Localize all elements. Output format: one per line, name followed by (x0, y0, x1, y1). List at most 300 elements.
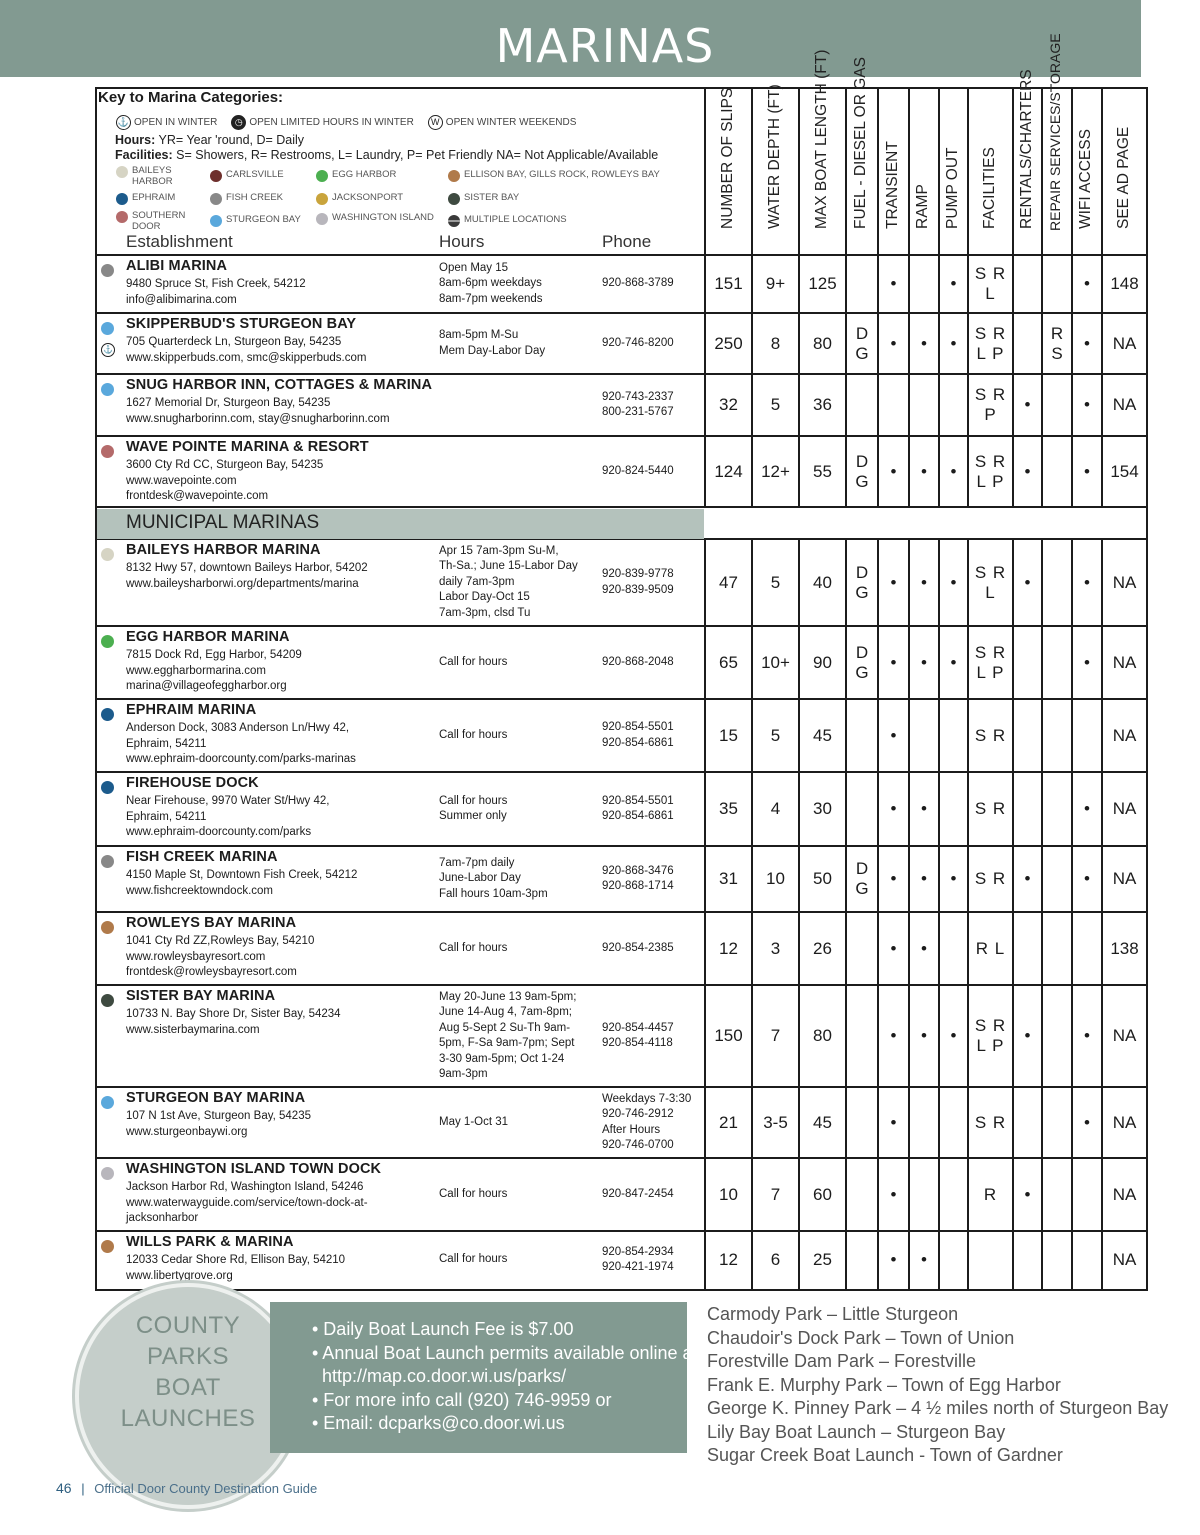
hours-line: daily 7am-3pm (439, 575, 515, 588)
table-cell (910, 772, 938, 846)
marina-name: EPHRAIM MARINA (126, 702, 257, 718)
cell-value: • (1024, 461, 1031, 481)
column-header (908, 89, 938, 255)
cell-value: 30 (813, 799, 832, 818)
table-cell (1103, 1087, 1146, 1158)
cell-value: NA (1112, 652, 1137, 672)
table-cell (969, 1087, 1012, 1158)
marina-name: WASHINGTON ISLAND TOWN DOCK (126, 1161, 382, 1177)
marina-phone (602, 720, 707, 751)
cell-value: • (1024, 869, 1031, 888)
table-cell (1103, 539, 1146, 626)
column-header-label: REPAIR SERVICES/STORAGE (1047, 33, 1063, 231)
marina-address (126, 648, 436, 695)
table-row (97, 626, 1146, 699)
marina-name: SNUG HARBOR INN, COTTAGES & MARINA (126, 377, 433, 393)
cell-value: D (855, 451, 869, 471)
phone-line: 920-868-1714 (602, 880, 674, 892)
table-row (97, 255, 1146, 313)
address-line: 3600 Cty Rd CC, Sturgeon Bay, 54235 (126, 459, 324, 471)
marina-phone (602, 1092, 707, 1154)
phone-line: 920-847-2454 (602, 1187, 674, 1200)
cell-value: • (890, 274, 897, 293)
marina-address (126, 868, 436, 899)
location-label: JACKSONPORT (332, 192, 404, 203)
hours-line: Apr 15 7am-3pm Su-M, (439, 544, 559, 557)
cell-value: S R (974, 725, 1007, 745)
table-cell (879, 313, 908, 374)
cell-value: 151 (714, 274, 743, 293)
boat-launch-info-item: • Email: dcparks@co.door.wi.us (312, 1413, 565, 1433)
cell-value: L (985, 284, 996, 303)
table-row (97, 436, 1146, 507)
table-cell (969, 626, 1012, 699)
address-line: 4150 Maple St, Downtown Fish Creek, 54212 (126, 869, 358, 881)
table-row (97, 912, 1146, 985)
table-cell (1073, 1087, 1101, 1158)
column-header (938, 89, 967, 255)
hours-line: Call for hours (439, 941, 508, 954)
table-cell (847, 313, 877, 374)
location-color-dot (101, 322, 114, 335)
marina-name: WILLS PARK & MARINA (126, 1234, 294, 1250)
cell-value: 12 (719, 1250, 738, 1269)
marina-phone (602, 655, 707, 671)
table-cell (879, 912, 908, 985)
cell-value: L P (976, 343, 1005, 363)
cell-value: NA (1112, 1250, 1137, 1269)
column-header (1101, 89, 1146, 255)
table-cell (1014, 436, 1041, 507)
cell-value: S R (974, 562, 1007, 582)
hours-legend: Hours: YR= Year 'round, D= Daily (115, 133, 305, 147)
hours-line: Aug 5-Sept 2 Su-Th 9am- (439, 1021, 571, 1034)
location-label: SOUTHERN DOOR (132, 210, 186, 232)
table-cell (753, 539, 798, 626)
table-cell (1043, 699, 1071, 772)
cell-value: 6 (770, 1250, 781, 1269)
table-cell (1103, 985, 1146, 1087)
address-line: 12033 Cedar Shore Rd, Ellison Bay, 54210 (126, 1254, 346, 1266)
table-cell (910, 374, 938, 436)
table-cell (847, 699, 877, 772)
hours-line: June-Labor Day (439, 872, 521, 885)
boat-launch-park: Sugar Creek Boat Launch - Town of Gardner (707, 1445, 1063, 1465)
boat-launch-park: George K. Pinney Park – 4 ½ miles north of Sturgeon Bay (707, 1398, 1169, 1418)
marina-phone (602, 567, 707, 598)
marina-name: FISH CREEK MARINA (126, 849, 278, 865)
cell-value: • (1084, 1026, 1090, 1045)
table-cell (1014, 846, 1041, 912)
table-cell (910, 626, 938, 699)
marina-phone (602, 864, 707, 895)
table-cell (940, 374, 967, 436)
location-legend-item (210, 214, 301, 227)
phone-line: 920-743-2337 (602, 390, 674, 403)
table-cell (969, 255, 1012, 313)
location-color-dot (116, 211, 128, 223)
cell-value: L (985, 582, 996, 602)
table-cell (910, 846, 938, 912)
phone-line: 920-854-5501 (602, 721, 674, 733)
table-cell (940, 626, 967, 699)
marina-phone (602, 1021, 707, 1052)
cell-value: D (855, 859, 869, 878)
table-cell (753, 255, 798, 313)
cell-value: • (890, 652, 897, 672)
table-cell (800, 985, 845, 1087)
location-color-dot (448, 193, 460, 205)
marina-name: ROWLEYS BAY MARINA (126, 915, 297, 931)
table-cell (1073, 626, 1101, 699)
boat-launch-info-item: • Annual Boat Launch permits available online at: (312, 1342, 703, 1363)
hours-line: Call for hours (439, 794, 508, 807)
table-cell (940, 846, 967, 912)
address-line: Near Firehouse, 9970 Water St/Hwy 42, (126, 795, 330, 807)
column-header (967, 89, 1012, 255)
address-line: 10733 N. Bay Shore Dr, Sister Bay, 54234 (126, 1008, 341, 1020)
cell-value: 125 (808, 274, 837, 293)
table-cell (800, 1158, 845, 1231)
table-cell (847, 1087, 877, 1158)
hours-line: 5pm, F-Sa 9am-7pm; Sept (439, 1037, 575, 1049)
column-header (704, 89, 751, 255)
table-cell (847, 255, 877, 313)
phone-line: 920-746-0700 (602, 1139, 674, 1151)
location-label: WASHINGTON ISLAND (332, 212, 434, 223)
cell-value: R (1050, 323, 1064, 343)
column-header-label: MAX BOAT LENGTH (FT) (812, 49, 830, 229)
column-header-label: TRANSIENT (883, 141, 901, 229)
cell-value: 90 (813, 652, 832, 672)
table-cell (879, 772, 908, 846)
column-header-label: WIFI ACCESS (1077, 129, 1094, 229)
hours-line: 9am-3pm (439, 1068, 488, 1080)
table-cell (1103, 912, 1146, 985)
table-cell (753, 1087, 798, 1158)
column-header (877, 89, 908, 255)
hours-line: 7am-3pm, clsd Tu (439, 606, 531, 619)
marina-hours (439, 794, 599, 825)
table-cell (800, 772, 845, 846)
table-cell (1073, 1231, 1101, 1289)
cell-value: 21 (719, 1112, 738, 1132)
location-color-dot (101, 1096, 114, 1109)
cell-value: 124 (714, 461, 743, 481)
location-legend-item (116, 210, 192, 232)
table-cell (800, 374, 845, 436)
hours-line: Fall hours 10am-3pm (439, 887, 548, 900)
location-legend-item (316, 212, 434, 225)
table-cell (1014, 626, 1041, 699)
cell-value: • (1084, 274, 1090, 293)
table-cell (1043, 255, 1071, 313)
table-cell (1014, 255, 1041, 313)
cell-value: NA (1112, 1026, 1137, 1045)
table-row (97, 1087, 1146, 1158)
location-color-dot (101, 1167, 114, 1180)
cell-value: 250 (714, 333, 743, 353)
table-cell (753, 626, 798, 699)
table-cell (847, 985, 877, 1087)
table-cell (969, 313, 1012, 374)
marina-phone (602, 464, 707, 480)
cell-value: • (1084, 652, 1090, 672)
cell-value: • (890, 799, 897, 818)
cell-value: 150 (714, 1026, 743, 1045)
hours-line: Open May 15 (439, 261, 509, 274)
cell-value: • (1024, 1026, 1031, 1045)
table-row (97, 1231, 1146, 1289)
winter-status-label: OPEN WINTER WEEKENDS (445, 117, 577, 128)
table-cell (879, 1087, 908, 1158)
table-cell (753, 699, 798, 772)
address-line: Anderson Dock, 3083 Anderson Ln/Hwy 42, (126, 722, 350, 734)
county-parks-title (75, 1310, 301, 1434)
cell-value: NA (1112, 869, 1137, 888)
phone-line: 920-746-8200 (602, 336, 674, 349)
municipal-section-header: MUNICIPAL MARINAS (97, 509, 704, 539)
table-cell (1073, 985, 1101, 1087)
table-cell (910, 313, 938, 374)
marina-phone (602, 390, 707, 421)
table-cell (1043, 1158, 1071, 1231)
marina-address (126, 721, 436, 768)
address-line: 705 Quarterdeck Ln, Sturgeon Bay, 54235 (126, 336, 342, 348)
table-cell (969, 772, 1012, 846)
table-cell (753, 436, 798, 507)
cell-value: • (950, 572, 957, 592)
cell-value: S R (974, 264, 1007, 283)
cell-value: 26 (813, 938, 832, 958)
open-in-winter-icon: ⚓ (101, 343, 115, 357)
address-line: 107 N 1st Ave, Sturgeon Bay, 54235 (126, 1110, 311, 1122)
table-cell (879, 626, 908, 699)
cell-value: • (950, 333, 957, 353)
table-cell (800, 1231, 845, 1289)
location-label: BAILEYS HARBOR (132, 165, 173, 187)
table-cell (1014, 313, 1041, 374)
table-cell (753, 1158, 798, 1231)
cell-value: S (1051, 343, 1063, 363)
location-legend-item (448, 192, 519, 205)
table-cell (753, 1231, 798, 1289)
table-cell (706, 912, 751, 985)
cell-value: 3-5 (763, 1112, 788, 1132)
address-line: 7815 Dock Rd, Egg Harbor, 54209 (126, 649, 302, 661)
boat-launch-info-item: • Daily Boat Launch Fee is $7.00 (312, 1319, 574, 1339)
county-title-line: BOAT (155, 1374, 221, 1401)
location-color-dot (101, 548, 114, 561)
cell-value: NA (1112, 572, 1137, 592)
marina-name: FIREHOUSE DOCK (126, 775, 259, 791)
cell-value: 65 (719, 652, 738, 672)
table-cell (910, 699, 938, 772)
cell-value: NA (1112, 799, 1137, 818)
cell-value: S R (974, 869, 1007, 888)
county-title-line: LAUNCHES (120, 1405, 256, 1432)
cell-value: P (984, 405, 997, 424)
table-cell (940, 1231, 967, 1289)
address-line: www.eggharbormarina.com (126, 664, 266, 677)
table-cell (1043, 374, 1071, 436)
address-line: www.libertygrove.org (126, 1269, 233, 1282)
marina-address (126, 1007, 436, 1038)
cell-value: • (950, 652, 957, 672)
column-header-label: FACILITIES (980, 147, 998, 229)
marina-address (126, 277, 436, 308)
cell-value: • (921, 1026, 927, 1045)
cell-value: • (950, 461, 957, 481)
hours-line: Summer only (439, 810, 507, 822)
table-cell (847, 626, 877, 699)
column-header-label: NUMBER OF SLIPS (718, 87, 736, 229)
cell-value: NA (1112, 725, 1137, 745)
cell-value: • (921, 869, 927, 888)
table-cell (847, 846, 877, 912)
cell-value: S R (974, 1016, 1007, 1035)
column-header (1012, 69, 1041, 255)
table-cell (800, 539, 845, 626)
table-cell (800, 255, 845, 313)
cell-value: G (855, 471, 869, 491)
table-cell (879, 436, 908, 507)
marina-phone (602, 794, 707, 825)
cell-value: NA (1112, 333, 1137, 353)
table-cell (910, 539, 938, 626)
marina-phone (602, 941, 707, 957)
address-line: 9480 Spruce St, Fish Creek, 54212 (126, 278, 306, 290)
table-cell (1043, 985, 1071, 1087)
table-cell (1014, 374, 1041, 436)
page-footer (56, 1480, 317, 1496)
marina-phone (602, 336, 707, 352)
table-cell (1073, 1158, 1101, 1231)
table-row (97, 374, 1146, 436)
cell-value: 5 (770, 725, 781, 745)
table-cell (847, 1158, 877, 1231)
cell-value: 3 (770, 938, 781, 958)
cell-value: 55 (813, 461, 832, 481)
table-cell (879, 539, 908, 626)
cell-value: 35 (719, 799, 738, 818)
cell-value: • (890, 938, 897, 958)
cell-value: • (921, 1250, 927, 1269)
table-cell (910, 436, 938, 507)
address-line: Ephraim, 54211 (126, 737, 207, 750)
cell-value: 60 (813, 1184, 832, 1204)
location-color-dot (316, 170, 328, 182)
table-cell (969, 699, 1012, 772)
table-row (97, 539, 1146, 626)
hours-line: 8am-7pm weekends (439, 292, 543, 305)
table-cell (800, 626, 845, 699)
cell-value: • (890, 725, 897, 745)
marina-hours (439, 728, 599, 744)
hours-line: 8am-5pm M-Su (439, 329, 519, 341)
marina-name: EGG HARBOR MARINA (126, 629, 290, 645)
cell-value: • (950, 274, 957, 293)
column-divider (1146, 254, 1148, 507)
table-cell (1073, 313, 1101, 374)
address-line: www.waterwayguide.com/service/town-dock-at- (126, 1196, 368, 1209)
column-header-label: WATER DEPTH (FT) (765, 84, 783, 229)
table-cell (800, 313, 845, 374)
address-line: www.rowleysbayresort.com (126, 950, 266, 963)
boat-launch-info-item: • For more info call (920) 746-9959 or (312, 1389, 612, 1410)
marina-address (126, 1253, 436, 1284)
table-cell (706, 313, 751, 374)
cell-value: • (921, 652, 927, 672)
cell-value: G (855, 879, 869, 898)
cell-value: • (1084, 1112, 1090, 1132)
table-cell (1103, 846, 1146, 912)
table-cell (753, 985, 798, 1087)
phone-line: 920-868-2048 (602, 655, 674, 668)
table-cell (910, 985, 938, 1087)
table-cell (800, 1087, 845, 1158)
key-title: Key to Marina Categories: (98, 89, 284, 106)
col-establishment: Establishment (126, 232, 233, 251)
cell-value: 31 (719, 869, 738, 888)
cell-value: S R (974, 451, 1007, 471)
boat-launch-park: Forestville Dam Park – Forestville (707, 1351, 977, 1371)
table-cell (940, 1158, 967, 1231)
marina-address (126, 1109, 436, 1140)
column-header-label: PUMP OUT (943, 147, 961, 229)
cell-value: S R (974, 385, 1007, 404)
column-header-label: SEE AD PAGE (1114, 126, 1132, 229)
column-header (751, 84, 798, 255)
table-cell (910, 255, 938, 313)
location-color-dot (210, 215, 222, 227)
table-cell (1073, 436, 1101, 507)
cell-value: • (921, 799, 927, 818)
cell-value: 15 (719, 725, 738, 745)
address-line: www.skipperbuds.com, smc@skipperbuds.com (126, 351, 367, 364)
location-color-dot (116, 193, 128, 205)
location-color-dot (101, 445, 114, 458)
boat-launch-parks-list (707, 1303, 1168, 1468)
address-line: Ephraim, 54211 (126, 810, 207, 823)
table-cell (1043, 772, 1071, 846)
cell-value: • (890, 1184, 897, 1204)
table-cell (753, 772, 798, 846)
table-cell (847, 1231, 877, 1289)
cell-value: 9+ (765, 274, 786, 293)
cell-value: 32 (719, 395, 738, 414)
hours-line: Call for hours (439, 1253, 508, 1266)
table-cell (1073, 255, 1101, 313)
table-cell (847, 772, 877, 846)
marina-phone (602, 1187, 707, 1203)
boat-launch-info-item: http://map.co.door.wi.us/parks/ (312, 1366, 567, 1386)
hours-line: 7am-7pm daily (439, 856, 515, 869)
address-line: www.sisterbaymarina.com (126, 1023, 260, 1036)
winter-status-label: OPEN LIMITED HOURS IN WINTER (249, 117, 414, 128)
location-color-dot (210, 170, 222, 182)
table-cell (847, 436, 877, 507)
table-cell (706, 985, 751, 1087)
cell-value: • (1084, 461, 1090, 481)
cell-value: D (855, 562, 869, 582)
address-line: jacksonharbor (126, 1212, 199, 1224)
phone-line: 800-231-5767 (602, 406, 674, 418)
table-cell (706, 1087, 751, 1158)
phone-line: 920-839-9778 (602, 568, 674, 580)
table-cell (706, 539, 751, 626)
column-header (798, 49, 845, 255)
